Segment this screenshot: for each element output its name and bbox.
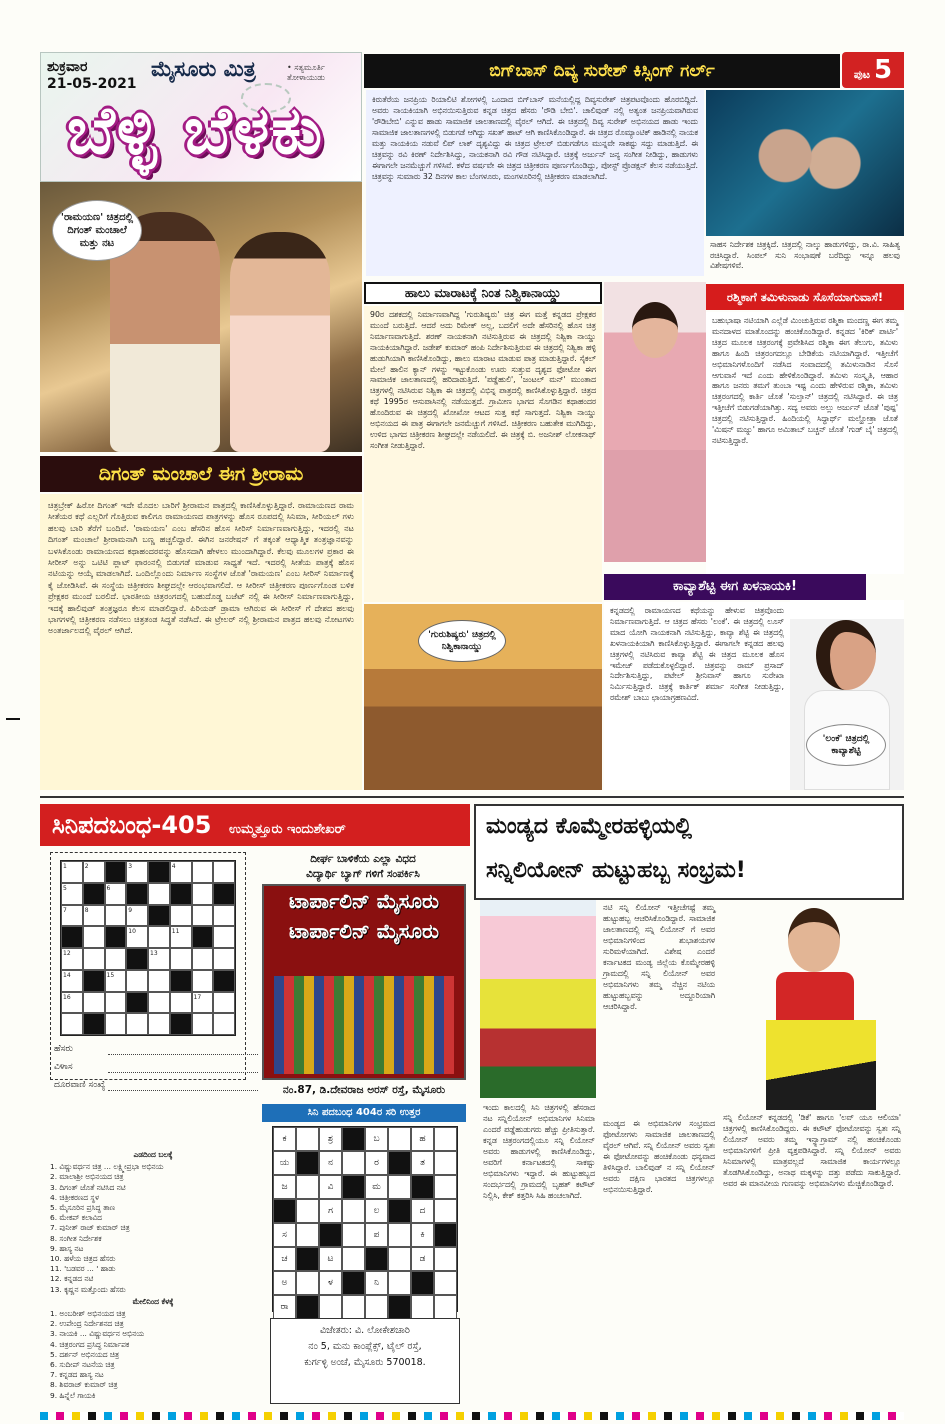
sunny-headline-2: ಸನ್ನಿಲಿಯೋನ್ ಹುಟ್ಟುಹಬ್ಬ ಸಂಭ್ರಮ! [486,858,746,883]
crossword-black-cell [192,926,214,948]
clue-across: 5. ಮೈಸೂರಿನ ಪ್ರಸಿದ್ಧ ತಾಣ [50,1203,115,1213]
across-title: ಎಡದಿಂದ ಬಲಕ್ಕೆ [133,1150,173,1159]
tagline: • ಸತ್ಯಮೂರ್ತಿ ತೋಳಾಯುಡು [287,63,325,82]
solution-cell [434,1295,457,1319]
crossword-black-cell [83,970,105,992]
solution-cell: ಶ್ರ [319,1127,342,1151]
crossword-cell[interactable] [105,948,127,970]
crossword-black-cell [61,926,83,948]
crossword-cell[interactable]: 7 [61,905,83,927]
crossword-cell[interactable] [61,1013,83,1035]
registration-mark [6,718,20,720]
crossword-cell[interactable] [213,992,235,1014]
crossword-cell[interactable] [105,905,127,927]
down-title: ಮೇಲಿನಿಂದ ಕೆಳಕ್ಕೆ [132,1296,174,1306]
solution-cell [365,1295,388,1319]
crossword-cell[interactable] [192,905,214,927]
crossword-cell[interactable] [126,1013,148,1035]
solution-cell: ನಿ [365,1271,388,1295]
solution-cell [342,1247,365,1271]
solution-cell [411,1295,434,1319]
solution-black-cell [273,1199,296,1223]
bigg-boss-article-side: ಸಾಹಸ ನಿರ್ದೇಶಕ ಚಿತ್ರಕ್ಕಿದೆ. ಚಿತ್ರದಲ್ಲಿ ನಾಲ್ಕು ಹಾಡುಗಳಿದ್ದು, ರಾ.ವಿ. ಸಾಹಿತ್ಯ ರಚಿಸಿದ್ದಾರೆ. ಸಿಂಪಲ್ ಸುನಿ ಸಂಭಾಷಣೆ ಬರೆದಿದ್ದು ಇನ್ನೂ ಹಲವು ವಿಶೇಷಗಳಿವೆ. [710,240,900,270]
solution-header: ಸಿನಿ ಪದಬಂಧ 404ರ ಸರಿ ಉತ್ತರ [262,1104,466,1122]
solution-cell: ತ [411,1151,434,1175]
solution-cell: ಹ [411,1127,434,1151]
section-divider [40,796,904,798]
crossword-cell[interactable] [192,883,214,905]
sunny-headline-1: ಮಂಡ್ಯದ ಕೊಮ್ಮೇರಹಳ್ಳಿಯಲ್ಲಿ [486,814,692,839]
solution-cell [342,1199,365,1223]
rashmika-headline: ರಶ್ಮಿಕಾಗೆ ತಮಿಳುನಾಡು ಸೊಸೆಯಾಗುವಾಸೆ! [706,284,904,310]
crossword-black-cell [83,883,105,905]
crossword-cell[interactable]: 15 [105,970,127,992]
solution-cell: ನ [319,1151,342,1175]
crossword-cell[interactable]: 1 [61,861,83,883]
crossword-header [40,804,470,846]
solution-cell [296,1223,319,1247]
cutout-poster-photo [480,900,596,1098]
solution-cell [388,1175,411,1199]
solution-cell [296,1199,319,1223]
winner-address-2: ಕುರ್ಗಳ್ಳಿ ಅಂಚೆ, ಮೈಸೂರು 570018. [304,1357,426,1368]
solution-cell [388,1247,411,1271]
crossword-cell[interactable]: 2 [83,861,105,883]
solution-cell [342,1223,365,1247]
clue-across: 4. ಚಿತ್ರೀಕರಣದ ಸ್ಥಳ [50,1192,100,1202]
page-number-badge [842,52,904,88]
weekday: ಶುಕ್ರವಾರ [47,59,88,75]
solution-cell: ಮ [365,1175,388,1199]
crossword-cell[interactable] [148,926,170,948]
page-number: 5 [874,55,893,85]
clue-across: 2. ಮಾಲಾಶ್ರೀ ಅಭಿನಯದ ಚಿತ್ರ [50,1172,124,1182]
crossword-cell[interactable] [105,992,127,1014]
solution-cell: ದ [411,1199,434,1223]
solution-black-cell [411,1175,434,1199]
solution-cell: ರಾ [273,1295,296,1319]
crossword-cell[interactable] [192,970,214,992]
solution-black-cell [388,1199,411,1223]
crossword-black-cell [213,970,235,992]
page-label: ಪುಟ [853,68,871,81]
solution-cell [434,1247,457,1271]
crossword-cell[interactable]: 5 [61,883,83,905]
clue-across: 1. ವಿಷ್ಣುವರ್ಧನ ಚಿತ್ರ ... ಲಕ್ಷ್ಮೀಪ್ರಭಾ ಅಭಿನಯ [50,1162,164,1172]
clue-across: 10. ಹಳೆಯ ಚಿತ್ರದ ಹೆಸರು [50,1254,116,1264]
crossword-black-cell [148,861,170,883]
milk-article: 90ರ ದಶಕದಲ್ಲಿ ನಿರ್ಮಾಣವಾಗಿದ್ದ 'ಗುರುಶಿಷ್ಯರು' ಚಿತ್ರ ಈಗ ಮತ್ತೆ ಕನ್ನಡದ ಪ್ರೇಕ್ಷಕರ ಮುಂದೆ ಬರುತ್ತಿದೆ. ಆದರೆ ಅದು ರಿಮೇಕ್ ಅಲ್ಲ, ಬದಲಿಗೆ ಅದೇ ಹೆಸರಿನಲ್ಲಿ ಹೊಸ ಚಿತ್ರ ನಿರ್ಮಾಣವಾಗುತ್ತಿದೆ. ಶರಣ್ ನಾಯಕನಾಗಿ ನಟಿಸುತ್ತಿರುವ ಈ ಚಿತ್ರದಲ್ಲಿ ನಿಶ್ವಿಕಾ ನಾಯ್ಡು ನಾಯಕಿಯಾಗಿದ್ದಾರೆ. ಜಡೇಶ್ ಕುಮಾರ್ ಹಂಪಿ ನಿರ್ದೇಶಿಸುತ್ತಿರುವ ಈ ಚಿತ್ರದಲ್ಲಿ ನಿಶ್ವಿಕಾ ಹಳ್ಳಿ ಹುಡುಗಿಯಾಗಿ ಕಾಣಿಸಿಕೊಂಡಿದ್ದು, ಹಾಲು ಮಾರಾಟ ಮಾಡುವ ಪಾತ್ರ ಮಾಡುತ್ತಿದ್ದಾರೆ. ಸೈಕಲ್ ಮೇಲೆ ಹಾಲಿನ ಕ್ಯಾನ್ ಗಳನ್ನು ಇಟ್ಟುಕೊಂಡು ಊರು ಸುತ್ತುವ ದೃಶ್ಯದ ಫೋಟೋ ಈಗ ಸಾಮಾಜಿಕ ಜಾಲತಾಣದಲ್ಲಿ ಹರಿದಾಡುತ್ತಿದೆ. 'ಪಡ್ಡೆಹುಲಿ', 'ಜಂಟಲ್ ಮನ್' ಮುಂತಾದ ಚಿತ್ರಗಳಲ್ಲಿ ನಟಿಸಿರುವ ನಿಶ್ವಿಕಾ ಈ ಚಿತ್ರದಲ್ಲಿ ವಿಭಿನ್ನ ಪಾತ್ರದಲ್ಲಿ ಕಾಣಿಸಿಕೊಳ್ಳುತ್ತಿದ್ದಾರೆ. ಚಿತ್ರದ ಕಥೆ 1995ರ ಆಸುಪಾಸಿನಲ್ಲಿ ನಡೆಯುತ್ತದೆ. ಗ್ರಾಮೀಣ ಭಾಗದ ಸೊಗಡಿನ ಕಥಾಹಂದರ ಹೊಂದಿರುವ ಈ ಚಿತ್ರದಲ್ಲಿ ಖೋಖೋ ಆಟದ ಸುತ್ತ ಕಥೆ ಸಾಗುತ್ತದೆ. ನಿಶ್ವಿಕಾ ನಾಯ್ಡು ಅಭಿನಯದ ಈ ಪಾತ್ರ ಈಗಾಗಲೇ ಜನಮೆಚ್ಚುಗೆ ಗಳಿಸಿದೆ. ಚಿತ್ರೀಕರಣ ಬಹುತೇಕ ಮುಗಿದಿದ್ದು, ಉಳಿದ ಭಾಗದ ಚಿತ್ರೀಕರಣ ಶೀಘ್ರದಲ್ಲೇ ನಡೆಯಲಿದೆ. ಈ ಚಿತ್ರಕ್ಕೆ ಬಿ. ಅಜನೀಶ್ ಲೋಕನಾಥ್ ಸಂಗೀತ ನೀಡುತ್ತಿದ್ದಾರೆ. [364,306,602,602]
kavya-article: ಕನ್ನಡದಲ್ಲಿ ರಾಮಾಯಣದ ಕಥೆಯನ್ನು ಹೇಳುವ ಚಿತ್ರವೊಂದು ನಿರ್ಮಾಣವಾಗುತ್ತಿದೆ. ಆ ಚಿತ್ರದ ಹೆಸರು 'ಲಂಕೆ'. ಈ ಚಿತ್ರದಲ್ಲಿ ಲೂಸ್ ಮಾದ ಯೋಗಿ ನಾಯಕನಾಗಿ ನಟಿಸುತ್ತಿದ್ದು, ಕಾವ್ಯಾ ಶೆಟ್ಟಿ ಈ ಚಿತ್ರದಲ್ಲಿ ಖಳನಾಯಕಿಯಾಗಿ ಕಾಣಿಸಿಕೊಳ್ಳುತ್ತಿದ್ದಾರೆ. ಈಗಾಗಲೇ ಕನ್ನಡದ ಹಲವು ಚಿತ್ರಗಳಲ್ಲಿ ನಟಿಸಿರುವ ಕಾವ್ಯಾ ಶೆಟ್ಟಿ ಈ ಚಿತ್ರದ ಮೂಲಕ ಹೊಸ ಇಮೇಜ್ ಪಡೆದುಕೊಳ್ಳಲಿದ್ದಾರೆ. ಚಿತ್ರವನ್ನು ರಾಮ್ ಪ್ರಸಾದ್ ನಿರ್ದೇಶಿಸುತ್ತಿದ್ದು, ಪಟೇಲ್ ಶ್ರೀನಿವಾಸ್ ಹಾಗೂ ಸುರೇಖಾ ನಿರ್ಮಿಸುತ್ತಿದ್ದಾರೆ. ಚಿತ್ರಕ್ಕೆ ಕಾರ್ತಿಕ್ ಶರ್ಮಾ ಸಂಗೀತ ನೀಡುತ್ತಿದ್ದು, ರಮೇಶ್ ಬಾಬು ಛಾಯಾಗ್ರಹಣವಿದೆ. [604,602,790,790]
crossword-cell[interactable]: 3 [126,861,148,883]
crossword-cell[interactable] [213,861,235,883]
masthead [40,52,362,182]
crossword-cell[interactable]: 6 [105,883,127,905]
crossword-cell[interactable] [213,1013,235,1035]
crossword-title: ಸಿನಿಪದಬಂಧ-405 [52,811,212,839]
solution-cell: ರ [365,1151,388,1175]
form-name-label: ಹೆಸರು [54,1044,73,1054]
solution-black-cell [296,1151,319,1175]
solution-cell: ಡ [411,1247,434,1271]
crossword-cell[interactable] [170,905,192,927]
crossword-cell[interactable] [83,926,105,948]
crossword-cell[interactable]: 17 [192,992,214,1014]
crossword-black-cell [148,905,170,927]
rashmika-photo [604,282,706,562]
clue-across: 11. 'ಬಡವರ ... ' ಹಾಡು [50,1264,116,1274]
solution-cell [296,1127,319,1151]
winner-box [270,1318,460,1404]
solution-cell [388,1223,411,1247]
crossword-cell[interactable] [192,861,214,883]
ad-brand: ಟಾರ್ಪಾಲಿನ್ ಮೈಸೂರು [289,889,439,913]
solution-cell [434,1127,457,1151]
digant-article: ಚಿತ್ರಬ್ರೇಕ್ ಹಿರೋ ದಿಗಂತ್ ಇದೇ ಮೊದಲ ಬಾರಿಗೆ ಶ್ರೀರಾಮನ ಪಾತ್ರದಲ್ಲಿ ಕಾಣಿಸಿಕೊಳ್ಳುತ್ತಿದ್ದಾರೆ. ರಾಮಾಯಣದ ರಾಮ ಸೀತೆಯರ ಕಥೆ ಎಲ್ಲರಿಗೆ ಗೊತ್ತಿರುವ ಕಾಲಿಗೂ ರಾಮಾಯಣದ ಪಾತ್ರಗಳನ್ನು ಹೊಸ ರೂಪದಲ್ಲಿ ಸಿನಿಮಾ, ಸೀರಿಯಲ್ ಗಳು ಹಲವು ಬಾರಿ ತೆರೆಗೆ ಬಂದಿವೆ. 'ರಾಮಯಣ' ಎಂಬ ಹೆಸರಿನ ಹೊಸ ಸೀರಿಸ್ ನಿರ್ಮಾಣವಾಗುತ್ತಿದ್ದು, ಇದರಲ್ಲಿ ನಟ ದಿಗಂತ್ ಮಂಚಾಲೆ ಶ್ರೀರಾಮನಾಗಿ ಬಣ್ಣ ಹಚ್ಚಲಿದ್ದಾರೆ. ಈಗಿನ ಜನರೇಷನ್ ಗೆ ತಕ್ಕಂತೆ ಆಧ್ಯಾತ್ಮಿಕ ತಂತ್ರಜ್ಞಾನವನ್ನು ಬಳಸಿಕೊಂಡು ರಾಮಾಯಣದ ಕಥಾಹಂದರವನ್ನು ಹೊಸದಾಗಿ ಹೇಳಲು ಮುಂದಾಗಿದ್ದಾರೆ. ಕೆಲವು ಮೂಲಗಳ ಪ್ರಕಾರ ಈ ಸೀರೀಸ್ ಅನ್ನು ಒಟಿಟಿ ಪ್ಲಾಟ್ ಫಾರಂನಲ್ಲಿ ಬಿಡುಗಡೆ ಮಾಡುವ ಸಾಧ್ಯತೆ ಇದೆ. ಇದರಲ್ಲಿ ಸೀತೆಯ ಪಾತ್ರಕ್ಕೆ ಹೊಸ ನಟಿಯನ್ನು ಆಯ್ಕೆ ಮಾಡಲಾಗಿದೆ. ಒಂದಿಲ್ಲೊಂದು ನಿರ್ಮಾಣ ಸಂಸ್ಥೆಗಳ ಜೊತೆ 'ರಾಮಯಣ' ಎಂಬ ಸೀರಿಸ್ ನಿರ್ಮಾಣಕ್ಕೆ ಕೈ ಜೋಡಿಸಿವೆ. ಈ ಸಂಸ್ಥೆಯ ಚಿತ್ರೀಕರಣ ಶೀಘ್ರದಲ್ಲೇ ಆರಂಭವಾಗಲಿದೆ. ಆ ಸೀರೀಸ್ ಚಿತ್ರೀಕರಣ ಪೂರ್ಣಗೊಂಡ ಬಳಿಕ ಪ್ರೇಕ್ಷಕರ ಮುಂದೆ ಬರಲಿದೆ. ಭಾರತೀಯ ಚಿತ್ರರಂಗದಲ್ಲಿ ಬಹುದೊಡ್ಡ ಬಜೆಟ್ ನಲ್ಲಿ ಈ ಸೀರೀಸ್ ನಿರ್ಮಾಣವಾಗುತ್ತಿದ್ದು, ಇದಕ್ಕೆ ಹಾಲಿವುಡ್ ತಂತ್ರಜ್ಞರೂ ಕೆಲಸ ಮಾಡಲಿದ್ದಾರೆ. ಪಿರಿಯಡ್ ಡ್ರಾಮಾ ಆಗಿರುವ ಈ ಸೀರೀಸ್ ಗೆ ದೇಶದ ಹಲವು ಭಾಗಗಳಲ್ಲಿ ಚಿತ್ರೀಕರಣ ನಡೆಸಲು ಚಿತ್ರತಂಡ ಸಿದ್ಧತೆ ನಡೆಸಿದೆ. ಈ ಟ್ರೇಲರ್ ನಲ್ಲಿ ಶ್ರೀರಾಮನ ಪಾತ್ರದ ಹಲವು ನೋಟಗಳು ಅಂತರ್ಜಾಲದಲ್ಲಿ ವೈರಲ್ ಆಗಿದೆ. [40,494,362,790]
kavya-headline: ಕಾವ್ಯಾಶೆಟ್ಟಿ ಈಗ ಖಳನಾಯಕಿ! [604,574,866,600]
face-shape [816,620,876,690]
crossword-black-cell [126,992,148,1014]
sunny-article-4: ಸನ್ನಿ ಲಿಯೋನ್ ಕನ್ನಡದಲ್ಲಿ 'ಡಿಕೆ' ಹಾಗೂ 'ಲವ್ ಯೂ ಆಲಿಯಾ' ಚಿತ್ರಗಳಲ್ಲಿ ಕಾಣಿಸಿಕೊಂಡಿದ್ದರು. ಈ ಕಟೌಟ್ ಫೋಟೋವನ್ನು ಸ್ವತಃ ಸನ್ನಿ ಲಿಯೋನ್ ಅವರು ತಮ್ಮ ಇನ್ಸ್ಟಾಗ್ರಾಮ್ ನಲ್ಲಿ ಹಂಚಿಕೊಂಡು ಅಭಿಮಾನಿಗಳಿಗೆ ಪ್ರೀತಿ ವ್ಯಕ್ತಪಡಿಸಿದ್ದಾರೆ. ಸನ್ನಿ ಲಿಯೋನ್ ಅವರು ಸಿನಿಮಾಗಳಲ್ಲಿ ಮಾತ್ರವಲ್ಲದೆ ಸಾಮಾಜಿಕ ಕಾರ್ಯಗಳಲ್ಲೂ ತೊಡಗಿಸಿಕೊಂಡಿದ್ದು, ಅನಾಥ ಮಕ್ಕಳನ್ನು ದತ್ತು ಪಡೆದು ಸಾಕುತ್ತಿದ್ದಾರೆ. ಅವರ ಈ ಮಾನವೀಯ ಗುಣವನ್ನು ಅಭಿಮಾನಿಗಳು ಮೆಚ್ಚಿಕೊಂಡಿದ್ದಾರೆ. [723,1113,901,1188]
solution-black-cell [388,1151,411,1175]
clue-down: 7. ಕನ್ನಡದ ಹಾಸ್ಯ ನಟ [50,1370,104,1380]
crossword-cell[interactable] [83,992,105,1014]
crossword-cell[interactable] [148,1013,170,1035]
ad-line-2: ವಿದ್ಯಾರ್ಥಿ ಬ್ಯಾಗ್ ಗಳಿಗೆ ಸಂಪರ್ಕಿಸಿ [306,868,420,880]
clue-across: 3. ದಿಗಂತ್ ಜೊತೆ ನಟಿಸಿದ ನಟಿ [50,1182,126,1192]
solution-black-cell [342,1271,365,1295]
face-shape [788,908,840,972]
hero-caption: 'ರಾಮಯಣ' ಚಿತ್ರದಲ್ಲಿ ದಿಗಂತ್ ಮಂಚಾಲೆ ಮತ್ತು ನಟ [52,200,142,261]
crossword-cell[interactable] [148,992,170,1014]
solution-cell [434,1175,457,1199]
crossword-cell[interactable]: 4 [170,861,192,883]
clue-down: 4. ಚಿತ್ರರಂಗದ ಪ್ರಸಿದ್ಧ ನಿರ್ಮಾಪಕ [50,1339,130,1349]
clue-across: 9. ಹಾಸ್ಯ ನಟ [50,1243,84,1253]
sunny-article-1: ನಟಿ ಸನ್ನಿ ಲಿಯೋನ್ ಇತ್ತೀಚೆಗಷ್ಟೆ ತಮ್ಮ ಹುಟ್ಟುಹಬ್ಬ ಆಚರಿಸಿಕೊಂಡಿದ್ದಾರೆ. ಸಾಮಾಜಿಕ ಜಾಲತಾಣದಲ್ಲಿ ಸನ್ನಿ ಲಿಯೋನ್ ಗೆ ಅವರ ಅಭಿಮಾನಿಗಳಿಂದ ಶುಭಾಶಯಗಳ ಸುರಿಮಳೆಯಾಗಿದೆ. ವಿಶೇಷ ಎಂದರೆ ಕರ್ನಾಟಕದ ಮಂಡ್ಯ ಜಿಲ್ಲೆಯ ಕೊಮ್ಮೇರಹಳ್ಳಿ ಗ್ರಾಮದಲ್ಲಿ ಸನ್ನಿ ಲಿಯೋನ್ ಅವರ ಅಭಿಮಾನಿಗಳು ತಮ್ಮ ನೆಚ್ಚಿನ ನಟಿಯ ಹುಟ್ಟುಹಬ್ಬವನ್ನು ಅದ್ದೂರಿಯಾಗಿ ಆಚರಿಸಿದ್ದಾರೆ. [603,903,715,1011]
crossword-cell[interactable]: 11 [170,926,192,948]
solution-cell: ಪ [365,1223,388,1247]
solution-cell: ಅ [273,1271,296,1295]
clue-across: 13. ಕೃಷ್ಣನ ಮತ್ತೊಂದು ಹೆಸರು [50,1284,126,1294]
down-list [50,1309,256,1401]
solution-black-cell [342,1127,365,1151]
date-block [47,59,137,93]
crossword-cell[interactable]: 12 [61,948,83,970]
crossword-cell[interactable] [105,1013,127,1035]
crossword-cell[interactable] [213,926,235,948]
solution-cell [296,1175,319,1199]
solution-black-cell [388,1295,411,1319]
bag-shelves [274,976,454,1074]
solution-grid [272,1126,458,1312]
face-shape [632,302,678,358]
solution-cell: ಯ [273,1151,296,1175]
solution-cell [434,1199,457,1223]
clue-down: 5. ದರ್ಶನ್ ಅಭಿನಯದ ಚಿತ್ರ [50,1349,120,1359]
ad-line-1: ದೀರ್ಘ ಬಾಳಿಕೆಯ ಎಲ್ಲಾ ವಿಧದ [310,853,416,865]
crossword-black-cell [170,883,192,905]
solution-cell: ಸ [273,1223,296,1247]
crossword-black-cell [213,883,235,905]
crossword-cell[interactable]: 13 [148,948,170,970]
digant-headline: ದಿಗಂತ್ ಮಂಚಾಲೆ ಈಗ ಶ್ರೀರಾಮ [40,456,362,492]
clue-across: 12. ಕನ್ನಡದ ನಟಿ [50,1274,94,1284]
solution-black-cell [365,1247,388,1271]
clue-across: 8. ಸಂಗೀತ ನಿರ್ದೇಶಕ [50,1233,102,1243]
kavya-caption: 'ಲಂಕೆ' ಚಿತ್ರದಲ್ಲಿ ಕಾವ್ಯಾಶೆಟ್ಟಿ [806,724,886,766]
crossword-black-cell [105,861,127,883]
winner-address-1: ನಂ 5, ಮನು ಕಾಂಪ್ಲೆಕ್ಸ್, ಟೈಲ್ ರಸ್ತೆ, [308,1341,422,1352]
actress-figure [230,232,330,452]
crossword-cell[interactable]: 16 [61,992,83,1014]
sunny-article-2: ಇಂದು ಕಾಲದಲ್ಲಿ ಸಿನಿ ಚಿತ್ರಗಳಲ್ಲಿ ಹೆಸರಾದ ನಟ ಸನ್ನಿಲಿಯೋನ್ ಅಭಿಮಾನಿಗಳ ಸಿನಿಮಾ ಎಂದರೆ ಪಡ್ಡೆಹುಡುಗರು ಹೆಚ್ಚು ಪ್ರೀತಿಸುತ್ತಾರೆ. ಕನ್ನಡ ಚಿತ್ರರಂಗದಲ್ಲಿಯೂ ಸನ್ನಿ ಲಿಯೋನ್ ಅವರು ಹಾಡುಗಳಲ್ಲಿ ಕಾಣಿಸಿಕೊಂಡಿದ್ದು, ಅವರಿಗೆ ಕರ್ನಾಟಕದಲ್ಲಿ ಸಾಕಷ್ಟು ಅಭಿಮಾನಿಗಳು ಇದ್ದಾರೆ. ಈ ಹುಟ್ಟುಹಬ್ಬದ ಸಂದರ್ಭದಲ್ಲಿ ಗ್ರಾಮದಲ್ಲಿ ಬೃಹತ್ ಕಟೌಟ್ ನಿಲ್ಲಿಸಿ, ಕೇಕ್ ಕತ್ತರಿಸಿ ಸಿಹಿ ಹಂಚಲಾಗಿದೆ. [483,1103,595,1200]
clue-down: 3. ನಾಯಕಿ ... ವಿಷ್ಣುವರ್ಧನ ಅಭಿನಯ [50,1329,145,1339]
clue-across: 6. ಮೇಕಪ್ ಕಲಾವಿದ [50,1213,102,1223]
crossword-cell[interactable]: 8 [83,905,105,927]
crossword-author: ಉಮ್ಮತ್ತೂರು ಇಂದುಶೇಖರ್ [229,822,346,837]
solution-black-cell [342,1175,365,1199]
cycle-caption: 'ಗುರುಶಿಷ್ಯರು' ಚಿತ್ರದಲ್ಲಿ ನಿಶ್ವಿಕಾನಾಯ್ಡು [418,620,506,662]
crossword-black-cell [83,1013,105,1035]
solution-cell: ಗ [319,1199,342,1223]
clue-down: 1. ಅಂಬರೀಶ್ ಅಭಿನಯದ ಚಿತ್ರ [50,1309,126,1319]
solution-cell [434,1151,457,1175]
clue-down: 2. ಉಪೇಂದ್ರ ನಿರ್ದೇಶನದ ಚಿತ್ರ [50,1319,124,1329]
solution-cell: ಚ [273,1247,296,1271]
crossword-black-cell [126,883,148,905]
ad-brand-repeat: ಟಾರ್ಪಾಲಿನ್ ಮೈಸೂರು [289,919,439,943]
sunny-headline-box [474,804,904,900]
solution-cell: ಕ [273,1127,296,1151]
crossword-black-cell [170,970,192,992]
solution-cell [388,1127,411,1151]
solution-cell: ಬ [365,1127,388,1151]
crossword-cell[interactable] [148,883,170,905]
crossword-grid[interactable] [60,860,236,1036]
solution-black-cell [319,1223,342,1247]
crossword-cell[interactable] [170,948,192,970]
color-registration-bar [40,1412,904,1420]
solution-cell: ಳ [319,1271,342,1295]
crossword-black-cell [170,1013,192,1035]
solution-cell: ಜ [273,1175,296,1199]
clue-down: 6. ಸುದೀಪ್ ನಟನೆಯ ಚಿತ್ರ [50,1360,115,1370]
paper-name: ಮೈಸೂರು ಮಿತ್ರ [151,57,256,81]
winner-name: ವಿಜೇತರು: ವಿ. ಲೋಕೇಶಚಾರಿ [320,1325,410,1336]
crossword-cell[interactable]: 14 [61,970,83,992]
sunny-article-3: ಮಂಡ್ಯದ ಈ ಅಭಿಮಾನಿಗಳ ಸಂಭ್ರಮದ ಫೋಟೋಗಳು ಸಾಮಾಜಿಕ ಜಾಲತಾಣದಲ್ಲಿ ವೈರಲ್ ಆಗಿವೆ. ಸನ್ನಿ ಲಿಯೋನ್ ಅವರು ಸ್ವತಃ ಈ ಫೋಟೋವನ್ನು ಹಂಚಿಕೊಂಡು ಧನ್ಯವಾದ ತಿಳಿಸಿದ್ದಾರೆ. ಬಾಲಿವುಡ್ ನ ಸನ್ನಿ ಲಿಯೋನ್ ಅವರು ದಕ್ಷಿಣ ಭಾರತದ ಚಿತ್ರಗಳಲ್ಲೂ ಅಭಿನಯಿಸುತ್ತಿದ್ದಾರೆ. [603,1119,715,1194]
solution-black-cell [296,1247,319,1271]
solution-cell [434,1271,457,1295]
sunny-photo [726,900,904,1110]
crossword-cell[interactable] [148,970,170,992]
crossword-cell[interactable] [213,905,235,927]
across-list [50,1162,256,1295]
crossword-cell[interactable] [126,970,148,992]
solution-cell [342,1151,365,1175]
solution-cell: ಲ [365,1199,388,1223]
milk-headline: ಹಾಲು ಮಾರಾಟಕ್ಕೆ ನಿಂತ ನಿಶ್ವಿಕಾನಾಯ್ಡು [364,282,602,304]
crossword-clues [50,1148,256,1408]
form-phone-label: ದೂರವಾಣಿ ಸಂಖ್ಯೆ [54,1080,106,1090]
solution-black-cell [296,1295,319,1319]
solution-cell: ವಿ [319,1175,342,1199]
solution-black-cell [434,1223,457,1247]
clue-down: 9. ಹಿನ್ನೆಲೆ ಗಾಯಕಿ [50,1390,96,1400]
crossword-black-cell [126,948,148,970]
crossword-cell[interactable] [83,948,105,970]
issue-date: 21-05-2021 [47,76,137,92]
clue-across: 7. ಪುನೀತ್ ರಾಜ್ ಕುಮಾರ್ ಚಿತ್ರ [50,1223,130,1233]
solution-black-cell [411,1271,434,1295]
form-address-label: ವಿಳಾಸ [54,1062,73,1072]
crossword-cell[interactable] [192,948,214,970]
saree-shape [766,1020,876,1110]
clue-down: 8. ಶಿವರಾಜ್ ಕುಮಾರ್ ಚಿತ್ರ [50,1380,118,1390]
solution-cell [296,1271,319,1295]
solution-cell [388,1271,411,1295]
solution-cell: ಟ [319,1247,342,1271]
solution-cell [319,1295,342,1319]
crossword-cell[interactable] [170,992,192,1014]
solution-cell: ಕಿ [411,1223,434,1247]
bigg-boss-headline: ಬಿಗ್‌ಬಾಸ್ ದಿವ್ಯ ಸುರೇಶ್ ಕಿಸ್ಸಿಂಗ್ ಗರ್ಲ್ [364,54,840,88]
crossword-cell[interactable] [213,948,235,970]
ad-text [256,852,470,882]
crossword-cell[interactable] [192,1013,214,1035]
crossword-black-cell [105,926,127,948]
solution-cell [342,1295,365,1319]
section-title: ಬೆಳ್ಳಿ ಬೆಳಕು [67,91,325,169]
kissing-scene-photo [706,90,904,236]
ad-image [262,884,466,1080]
crossword-cell[interactable]: 9 [126,905,148,927]
ad-address: ನಂ.87, ಡಿ.ದೇವರಾಜ ಅರಸ್ ರಸ್ತೆ, ಮೈಸೂರು [282,1084,446,1096]
crossword-cell[interactable]: 10 [126,926,148,948]
bigg-boss-article: ಕಿರುತೆರೆಯ ಜನಪ್ರಿಯ ರಿಯಾಲಿಟಿ ಶೋಗಳಲ್ಲಿ ಒಂದಾದ ಬಿಗ್‌ಬಾಸ್ ಮನೆಯಲ್ಲಿದ್ದ ದಿವ್ಯಸುರೇಶ್ ಚಿತ್ರಪಟವೊಂದು ಹೊರಬಿದ್ದಿದೆ. ಅವರು ನಾಯಕಿಯಾಗಿ ಅಭಿನಯಿಸುತ್ತಿರುವ ಕನ್ನಡ ಚಿತ್ರದ ಹೆಸರು 'ರೌಡಿ ಬೇಬಿ'. ಚಾಲಿವುಡ್ ನಲ್ಲಿ ಅತ್ಯಂತ ಜನಪ್ರಿಯವಾಗಿರುವ 'ರೌಡಿಬೇಬಿ' ಎನ್ನುವ ಹಾಡು ಸಾಮಾಜಿಕ ಜಾಲತಾಣದಲ್ಲಿ ವೈರಲ್ ಆಗಿದೆ. ಈ ಚಿತ್ರದಲ್ಲಿ ದಿವ್ಯ ಸುರೇಶ್ ಅಭಿನಯದ ಹಾಡು ಇಂದು ಸಾಮಾಜಿಕ ಜಾಲತಾಣಗಳಲ್ಲಿ ಬಿಡುಗಡೆ ಆಗಿದ್ದು ಸಖತ್ ಹಾಟ್ ಆಗಿ ಕಾಣಿಸಿಕೊಂಡಿದ್ದಾರೆ. ಈ ಚಿತ್ರದ ರೊಮ್ಯಾಂಟಿಕ್ ಹಾಡಿನಲ್ಲಿ ನಾಯಕ ಮತ್ತು ನಾಯಕಿಯ ನಡುವೆ ಲಿಪ್ ಲಾಕ್ ದೃಶ್ಯವಿದ್ದು ಈ ಚಿತ್ರದ ಟ್ರೇಲರ್ ಬಿಡುಗಡೆಗೂ ಮುನ್ನವೇ ಸಾಕಷ್ಟು ಸದ್ದು ಮಾಡುತ್ತಿದೆ. ಈ ಚಿತ್ರವನ್ನು ರವಿ ಕಿರಣ್ ನಿರ್ದೇಶಿಸಿದ್ದು, ನಾಯಕನಾಗಿ ರವಿ ಗೌಡ ನಟಿಸಿದ್ದಾರೆ. ಚಿತ್ರಕ್ಕೆ ಅರ್ಜುನ್ ಜನ್ಯ ಸಂಗೀತ ನೀಡಿದ್ದು, ಹಾಡುಗಳು ಈಗಾಗಲೇ ಜನಮೆಚ್ಚುಗೆ ಗಳಿಸಿವೆ. ಕಳೆದ ವರ್ಷವೇ ಈ ಚಿತ್ರದ ಚಿತ್ರೀಕರಣ ಪೂರ್ಣಗೊಂಡಿದ್ದು, ಪೋಸ್ಟ್ ಪ್ರೊಡಕ್ಷನ್ ಕೆಲಸ ನಡೆಯುತ್ತಿದೆ. ಚಿತ್ರವನ್ನು ಸುಮಾರು 32 ದಿನಗಳ ಕಾಲ ಬೆಂಗಳೂರು, ಮಂಗಳೂರಿನಲ್ಲಿ ಚಿತ್ರೀಕರಣ ಮಾಡಲಾಗಿದೆ. [366,90,704,276]
rashmika-article: ಬಹುಭಾಷಾ ನಟಿಯಾಗಿ ಎಲ್ಲೆಡೆ ಮಿಂಚುತ್ತಿರುವ ರಶ್ಮಿಕಾ ಮಂದಣ್ಣ ಈಗ ತಮ್ಮ ಮನದಾಳದ ಮಾತೊಂದನ್ನು ಹಂಚಿಕೊಂಡಿದ್ದಾರೆ. ಕನ್ನಡದ 'ಕಿರಿಕ್ ಪಾರ್ಟಿ' ಚಿತ್ರದ ಮೂಲಕ ಚಿತ್ರರಂಗಕ್ಕೆ ಪ್ರವೇಶಿಸಿದ ರಶ್ಮಿಕಾ ಈಗ ತೆಲುಗು, ತಮಿಳು ಹಾಗೂ ಹಿಂದಿ ಚಿತ್ರರಂಗದಲ್ಲೂ ಬೇಡಿಕೆಯ ನಟಿಯಾಗಿದ್ದಾರೆ. ಇತ್ತೀಚೆಗೆ ಅಭಿಮಾನಿಗಳೊಂದಿಗೆ ನಡೆಸಿದ ಸಂವಾದದಲ್ಲಿ ತಮಿಳುನಾಡಿನ ಸೊಸೆ ಆಗುವಾಸೆ ಇದೆ ಎಂದು ಹೇಳಿಕೊಂಡಿದ್ದಾರೆ. ತಮಿಳು ಸಂಸ್ಕೃತಿ, ಆಹಾರ ಹಾಗೂ ಜನರು ತಮಗೆ ತುಂಬಾ ಇಷ್ಟ ಎಂದು ಹೇಳಿರುವ ರಶ್ಮಿಕಾ, ತಮಿಳು ಚಿತ್ರರಂಗದಲ್ಲಿ ಕಾರ್ತಿ ಜೊತೆ 'ಸುಲ್ತಾನ್' ಚಿತ್ರದಲ್ಲಿ ನಟಿಸಿದ್ದಾರೆ. ಈ ಚಿತ್ರ ಇತ್ತೀಚೆಗೆ ಬಿಡುಗಡೆಯಾಗಿತ್ತು. ಸದ್ಯ ಅವರು ಅಲ್ಲು ಅರ್ಜುನ್ ಜೊತೆ 'ಪುಷ್ಪ' ಚಿತ್ರದಲ್ಲಿ ನಟಿಸುತ್ತಿದ್ದಾರೆ. ಹಿಂದಿಯಲ್ಲಿ ಸಿದ್ಧಾರ್ಥ್ ಮಲ್ಹೋತ್ರಾ ಜೊತೆ 'ಮಿಷನ್ ಮಜ್ನು' ಹಾಗೂ ಅಮಿತಾಬ್ ಬಚ್ಚನ್ ಜೊತೆ 'ಗುಡ್ ಬೈ' ಚಿತ್ರದಲ್ಲಿ ನಟಿಸುತ್ತಿದ್ದಾರೆ. [706,312,904,574]
